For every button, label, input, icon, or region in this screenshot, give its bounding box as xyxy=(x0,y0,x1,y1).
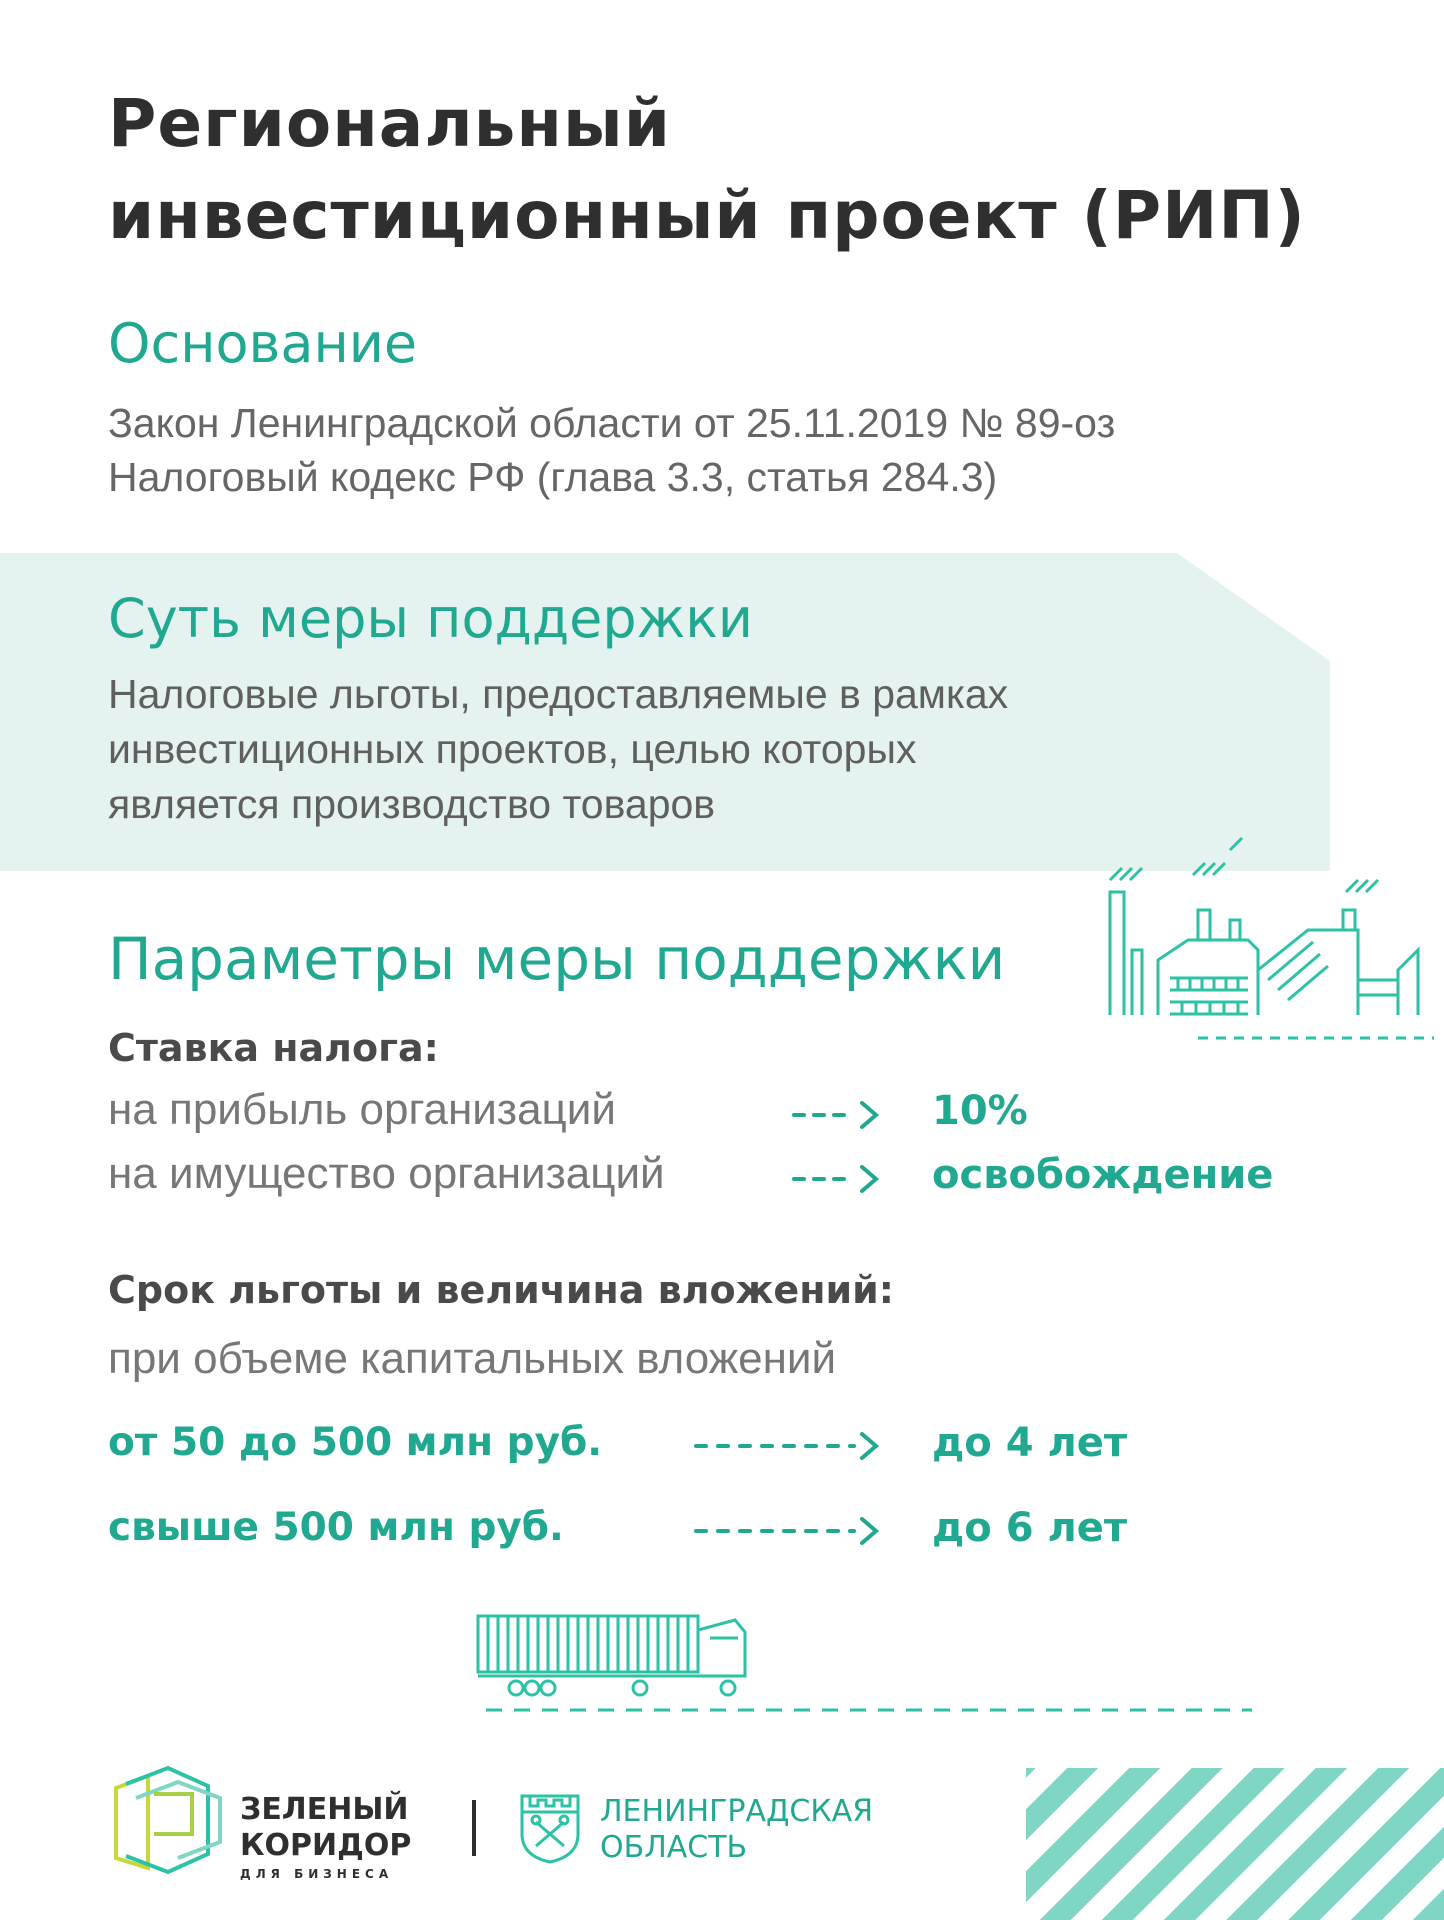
lenoblast-line1: ЛЕНИНГРАДСКАЯ xyxy=(600,1794,874,1829)
tax-heading: Ставка налога: xyxy=(108,1026,439,1070)
essence-line3: является производство товаров xyxy=(108,781,716,827)
decorative-stripes xyxy=(1026,1768,1444,1920)
page-title xyxy=(108,78,1358,262)
params-heading: Параметры меры поддержки xyxy=(108,925,1006,993)
basis-line1: Закон Ленинградской области от 25.11.2019 № 89-оз xyxy=(108,400,1116,446)
factory-icon xyxy=(1098,830,1438,1050)
essence-line2: инвестиционных проектов, целью которых xyxy=(108,726,917,772)
basis-line2: Налоговый кодекс РФ (глава 3.3, статья 284.3) xyxy=(108,454,998,500)
term-intro: при объеме капитальных вложений xyxy=(108,1334,837,1383)
green-corridor-brand xyxy=(240,1792,411,1884)
truck-icon xyxy=(470,1610,1260,1720)
page-title-line2: инвестиционный проект (РИП) xyxy=(108,177,1306,254)
term-row-1-value: до 4 лет xyxy=(932,1420,1128,1466)
basis-text xyxy=(108,396,1115,504)
lenoblast-brand xyxy=(600,1794,873,1866)
tax-row-property-label: на имущество организаций xyxy=(108,1149,665,1198)
essence-text xyxy=(108,667,1008,832)
arrow-icon xyxy=(790,1098,886,1132)
term-heading: Срок льготы и величина вложений: xyxy=(108,1268,894,1312)
arrow-icon xyxy=(690,1428,886,1464)
green-corridor-logo-icon xyxy=(108,1758,230,1882)
essence-heading: Суть меры поддержки xyxy=(108,587,754,650)
term-row-1-label: от 50 до 500 млн руб. xyxy=(108,1420,603,1465)
lenoblast-line2: ОБЛАСТЬ xyxy=(600,1830,748,1865)
green-corridor-line2: КОРИДОР xyxy=(240,1828,412,1863)
footer-divider xyxy=(472,1800,476,1856)
arrow-icon xyxy=(790,1162,886,1196)
coat-of-arms-icon xyxy=(518,1790,582,1866)
tax-row-profit-value: 10% xyxy=(932,1088,1028,1134)
tax-row-property-value: освобождение xyxy=(932,1152,1274,1198)
green-corridor-line1: ЗЕЛЕНЫЙ xyxy=(240,1792,409,1827)
page-title-line1: Региональный xyxy=(108,85,671,162)
essence-line1: Налоговые льготы, предоставляемые в рамках xyxy=(108,671,1009,717)
term-row-2-label: свыше 500 млн руб. xyxy=(108,1505,564,1550)
term-row-2-value: до 6 лет xyxy=(932,1505,1128,1551)
arrow-icon xyxy=(690,1513,886,1549)
basis-heading: Основание xyxy=(108,312,418,375)
green-corridor-sub: ДЛЯ БИЗНЕСА xyxy=(240,1867,394,1881)
tax-row-profit-label: на прибыль организаций xyxy=(108,1085,616,1134)
